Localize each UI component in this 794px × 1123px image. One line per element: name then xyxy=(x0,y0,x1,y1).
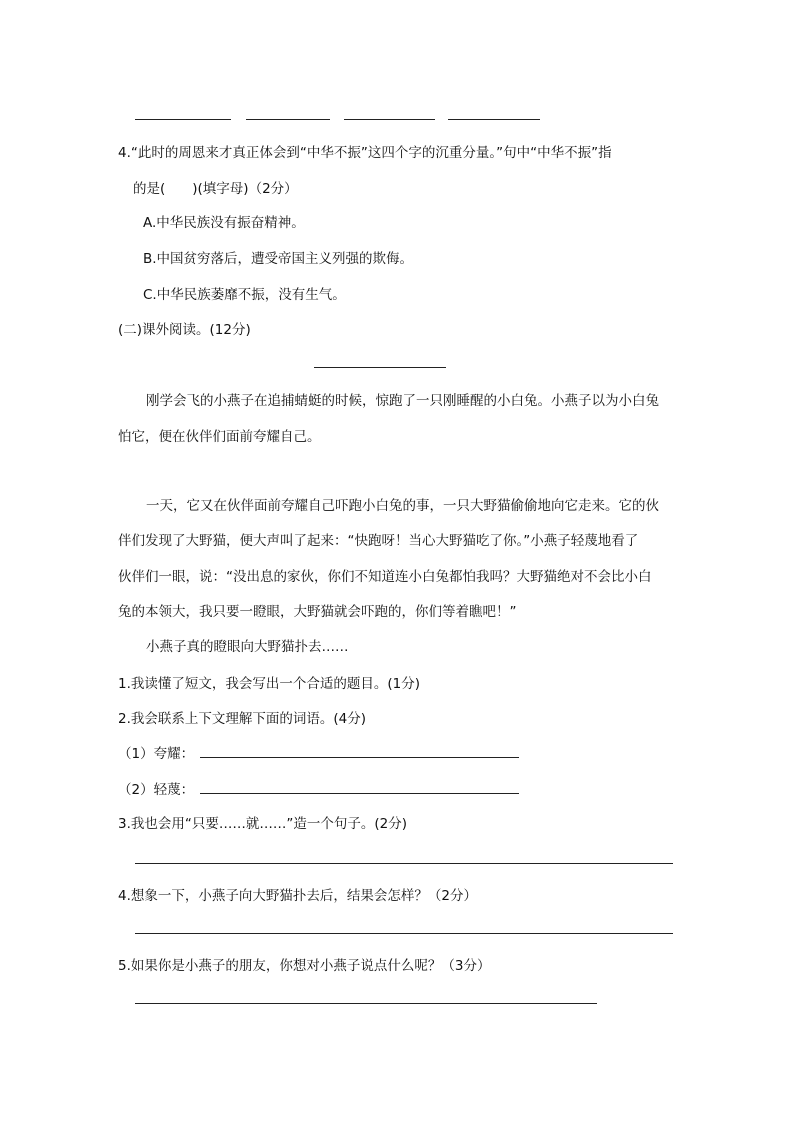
question-2b-answer-line[interactable] xyxy=(200,793,519,794)
passage-p1-line2: 怕它，便在伙伴们面前夸耀自己。 xyxy=(118,429,321,445)
question-4-stem-line1: 4.“此时的周恩来才真正体会到“中华不振”这四个字的沉重分量。”句中“中华不振”指 xyxy=(118,145,612,161)
answer-blank-3[interactable] xyxy=(344,119,435,120)
answer-blank-1[interactable] xyxy=(135,119,231,120)
question-2a-label: （1）夸耀： xyxy=(118,746,195,762)
question-3: 3.我也会用“只要……就……”造一个句子。(2分) xyxy=(118,816,407,832)
question-1: 1.我读懂了短文，我会写出一个合适的题目。(1分) xyxy=(118,676,421,692)
question-4: 4.想象一下，小燕子向大野猫扑去后，结果会怎样？（2分） xyxy=(118,888,477,904)
passage-p2-line3: 伙伴们一眼，说：“没出息的家伙，你们不知道连小白兔都怕我吗？大野猫绝对不会比小白 xyxy=(118,569,652,585)
option-c: C.中华民族萎靡不振，没有生气。 xyxy=(143,287,346,303)
question-2b-label: （2）轻蔑： xyxy=(118,782,195,798)
option-a: A.中华民族没有振奋精神。 xyxy=(143,215,305,231)
question-2: 2.我会联系上下文理解下面的词语。(4分) xyxy=(118,711,367,727)
option-b: B.中国贫穷落后，遭受帝国主义列强的欺侮。 xyxy=(143,251,414,267)
section-heading: (二)课外阅读。(12分) xyxy=(118,322,251,338)
answer-blank-2[interactable] xyxy=(246,119,330,120)
title-blank[interactable] xyxy=(314,367,446,368)
passage-p3: 小燕子真的瞪眼向大野猫扑去…… xyxy=(146,639,349,655)
question-5: 5.如果你是小燕子的朋友，你想对小燕子说点什么呢？（3分） xyxy=(118,958,491,974)
answer-blank-4[interactable] xyxy=(448,119,540,120)
passage-p2-line4: 兔的本领大，我只要一瞪眼，大野猫就会吓跑的，你们等着瞧吧！” xyxy=(118,604,517,620)
passage-p2-line2: 伴们发现了大野猫，便大声叫了起来：“快跑呀！当心大野猫吃了你。”小燕子轻蔑地看了 xyxy=(118,533,639,549)
question-3-answer-line[interactable] xyxy=(135,863,673,864)
passage-p2-line1: 一天，它又在伙伴面前夸耀自己吓跑小白兔的事，一只大野猫偷偷地向它走来。它的伙 xyxy=(146,498,659,514)
question-2a-answer-line[interactable] xyxy=(200,757,519,758)
question-5-answer-line[interactable] xyxy=(135,1003,597,1004)
question-4-answer-line[interactable] xyxy=(135,933,673,934)
passage-p1-line1: 刚学会飞的小燕子在追捕蜻蜓的时候，惊跑了一只刚睡醒的小白兔。小燕子以为小白兔 xyxy=(146,393,659,409)
question-4-stem-line2: 的是( )(填字母)（2分） xyxy=(133,181,298,197)
